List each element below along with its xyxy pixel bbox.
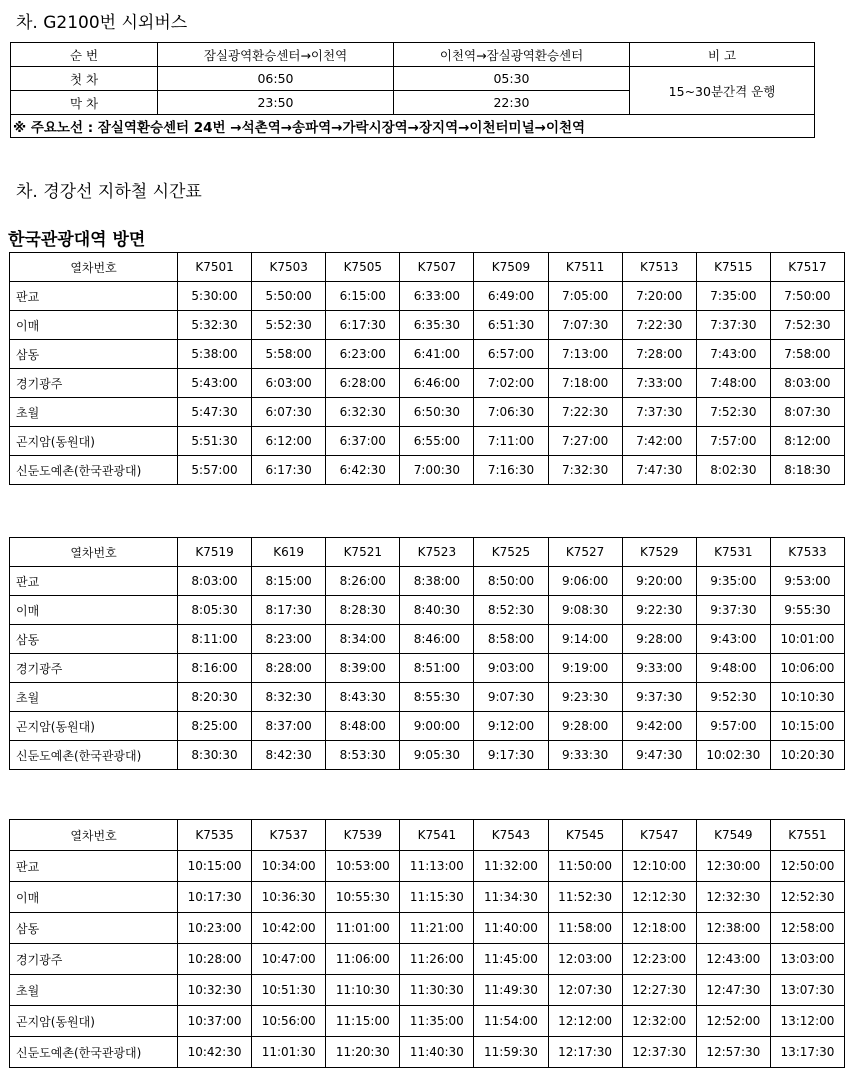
departure-time: 9:33:00 — [622, 654, 696, 683]
train-number-cell: K7537 — [252, 820, 326, 851]
train-number-cell: K7509 — [474, 253, 548, 282]
departure-time: 13:07:30 — [770, 975, 844, 1006]
departure-time: 12:37:30 — [622, 1037, 696, 1068]
subway-timetable-1 — [9, 252, 845, 485]
departure-time: 8:26:00 — [326, 567, 400, 596]
departure-time: 11:54:00 — [474, 1006, 548, 1037]
train-number-cell: K7545 — [548, 820, 622, 851]
departure-time: 6:32:30 — [326, 398, 400, 427]
departure-time: 8:53:30 — [326, 741, 400, 770]
departure-time: 5:47:30 — [178, 398, 252, 427]
departure-time: 13:12:00 — [770, 1006, 844, 1037]
departure-time: 10:42:00 — [252, 913, 326, 944]
departure-time: 5:30:00 — [178, 282, 252, 311]
departure-time: 11:52:30 — [548, 882, 622, 913]
departure-time: 6:33:00 — [400, 282, 474, 311]
departure-time: 6:49:00 — [474, 282, 548, 311]
departure-time: 9:28:00 — [548, 712, 622, 741]
departure-time: 8:03:00 — [770, 369, 844, 398]
departure-time: 7:37:30 — [696, 311, 770, 340]
departure-time: 11:45:00 — [474, 944, 548, 975]
departure-time: 11:13:00 — [400, 851, 474, 882]
station-name: 경기광주 — [10, 654, 178, 683]
departure-time: 9:52:30 — [696, 683, 770, 712]
departure-time: 6:41:00 — [400, 340, 474, 369]
departure-time: 5:38:00 — [178, 340, 252, 369]
departure-time: 8:28:30 — [326, 596, 400, 625]
header-cell: 이천역→잠실광역환승센터 — [394, 43, 630, 67]
departure-time: 10:53:00 — [326, 851, 400, 882]
departure-time: 9:22:30 — [622, 596, 696, 625]
departure-time: 7:20:00 — [622, 282, 696, 311]
departure-time: 9:12:00 — [474, 712, 548, 741]
departure-time: 7:47:30 — [622, 456, 696, 485]
departure-time: 6:35:30 — [400, 311, 474, 340]
departure-time: 10:06:00 — [770, 654, 844, 683]
departure-time: 8:02:30 — [696, 456, 770, 485]
station-row — [10, 1037, 845, 1068]
departure-time: 9:14:00 — [548, 625, 622, 654]
departure-time: 8:52:30 — [474, 596, 548, 625]
station-name: 이매 — [10, 882, 178, 913]
train-number-cell: K7531 — [696, 538, 770, 567]
remark-cell: 15~30분간격 운행 — [630, 67, 815, 115]
train-number-cell: K7513 — [622, 253, 696, 282]
subway-timetable-3 — [9, 819, 845, 1068]
departure-time: 8:17:30 — [252, 596, 326, 625]
departure-time: 6:07:30 — [252, 398, 326, 427]
departure-time: 7:28:00 — [622, 340, 696, 369]
departure-time: 7:13:00 — [548, 340, 622, 369]
departure-time: 9:17:30 — [474, 741, 548, 770]
departure-time: 9:28:00 — [622, 625, 696, 654]
station-name: 곤지암(동원대) — [10, 1006, 178, 1037]
station-name: 삼동 — [10, 913, 178, 944]
departure-time: 8:03:00 — [178, 567, 252, 596]
departure-time: 5:58:00 — [252, 340, 326, 369]
departure-time: 5:57:00 — [178, 456, 252, 485]
station-name: 판교 — [10, 851, 178, 882]
departure-time: 12:32:30 — [696, 882, 770, 913]
departure-time: 11:59:30 — [474, 1037, 548, 1068]
departure-time: 8:11:00 — [178, 625, 252, 654]
station-name: 판교 — [10, 282, 178, 311]
departure-time: 6:50:30 — [400, 398, 474, 427]
subway-timetable-2 — [9, 537, 845, 770]
station-row — [10, 340, 845, 369]
departure-time: 8:51:00 — [400, 654, 474, 683]
departure-time: 7:06:30 — [474, 398, 548, 427]
station-row — [10, 882, 845, 913]
departure-time: 10:10:30 — [770, 683, 844, 712]
departure-time: 8:15:00 — [252, 567, 326, 596]
departure-time: 12:57:30 — [696, 1037, 770, 1068]
departure-time: 10:01:00 — [770, 625, 844, 654]
train-number-row — [10, 538, 845, 567]
departure-time: 9:00:00 — [400, 712, 474, 741]
departure-time: 11:50:00 — [548, 851, 622, 882]
departure-time: 13:03:00 — [770, 944, 844, 975]
departure-time: 10:32:30 — [178, 975, 252, 1006]
station-row — [10, 654, 845, 683]
departure-time: 12:30:00 — [696, 851, 770, 882]
departure-time: 12:58:00 — [770, 913, 844, 944]
departure-time: 12:38:00 — [696, 913, 770, 944]
train-number-cell: K7535 — [178, 820, 252, 851]
departure-time: 9:43:00 — [696, 625, 770, 654]
departure-time: 11:58:00 — [548, 913, 622, 944]
time-cell: 05:30 — [394, 67, 630, 91]
station-row — [10, 851, 845, 882]
departure-time: 11:01:30 — [252, 1037, 326, 1068]
departure-time: 9:23:30 — [548, 683, 622, 712]
departure-time: 7:11:00 — [474, 427, 548, 456]
departure-time: 11:32:00 — [474, 851, 548, 882]
train-number-cell: K7505 — [326, 253, 400, 282]
departure-time: 7:33:00 — [622, 369, 696, 398]
departure-time: 7:42:00 — [622, 427, 696, 456]
departure-time: 10:36:30 — [252, 882, 326, 913]
train-number-cell: K7521 — [326, 538, 400, 567]
station-row — [10, 311, 845, 340]
station-name: 경기광주 — [10, 369, 178, 398]
station-row — [10, 456, 845, 485]
departure-time: 7:50:00 — [770, 282, 844, 311]
train-number-cell: K7501 — [178, 253, 252, 282]
departure-time: 10:15:00 — [770, 712, 844, 741]
departure-time: 6:37:00 — [326, 427, 400, 456]
departure-time: 8:39:00 — [326, 654, 400, 683]
departure-time: 10:34:00 — [252, 851, 326, 882]
station-name: 초월 — [10, 398, 178, 427]
departure-time: 8:43:30 — [326, 683, 400, 712]
header-cell: 순 번 — [11, 43, 158, 67]
departure-time: 8:55:30 — [400, 683, 474, 712]
departure-time: 10:15:00 — [178, 851, 252, 882]
departure-time: 11:15:00 — [326, 1006, 400, 1037]
station-row — [10, 913, 845, 944]
station-row — [10, 975, 845, 1006]
departure-time: 9:19:00 — [548, 654, 622, 683]
station-row — [10, 683, 845, 712]
departure-time: 12:52:00 — [696, 1006, 770, 1037]
departure-time: 7:22:30 — [548, 398, 622, 427]
train-number-cell: K7543 — [474, 820, 548, 851]
departure-time: 12:12:00 — [548, 1006, 622, 1037]
departure-time: 6:57:00 — [474, 340, 548, 369]
departure-time: 12:52:30 — [770, 882, 844, 913]
departure-time: 7:22:30 — [622, 311, 696, 340]
train-number-cell: K7549 — [696, 820, 770, 851]
route-note-row — [11, 115, 815, 138]
departure-time: 9:20:00 — [622, 567, 696, 596]
departure-time: 12:50:00 — [770, 851, 844, 882]
train-number-header: 열차번호 — [10, 820, 178, 851]
departure-time: 7:02:00 — [474, 369, 548, 398]
train-number-row — [10, 820, 845, 851]
departure-time: 8:42:30 — [252, 741, 326, 770]
departure-time: 7:32:30 — [548, 456, 622, 485]
train-number-cell: K7533 — [770, 538, 844, 567]
departure-time: 6:12:00 — [252, 427, 326, 456]
departure-time: 8:20:30 — [178, 683, 252, 712]
station-name: 삼동 — [10, 625, 178, 654]
departure-time: 9:55:30 — [770, 596, 844, 625]
departure-time: 11:40:00 — [474, 913, 548, 944]
departure-time: 7:35:00 — [696, 282, 770, 311]
departure-time: 13:17:30 — [770, 1037, 844, 1068]
header-cell: 잠실광역환승센터→이천역 — [158, 43, 394, 67]
departure-time: 8:32:30 — [252, 683, 326, 712]
train-number-cell: K7511 — [548, 253, 622, 282]
departure-time: 6:42:30 — [326, 456, 400, 485]
train-number-header: 열차번호 — [10, 538, 178, 567]
train-number-cell: K7539 — [326, 820, 400, 851]
departure-time: 10:28:00 — [178, 944, 252, 975]
departure-time: 9:08:30 — [548, 596, 622, 625]
departure-time: 11:21:00 — [400, 913, 474, 944]
train-number-cell: K619 — [252, 538, 326, 567]
station-row — [10, 625, 845, 654]
departure-time: 12:10:00 — [622, 851, 696, 882]
train-number-cell: K7547 — [622, 820, 696, 851]
departure-time: 10:37:00 — [178, 1006, 252, 1037]
train-number-cell: K7525 — [474, 538, 548, 567]
departure-time: 6:15:00 — [326, 282, 400, 311]
station-row — [10, 427, 845, 456]
departure-time: 9:37:30 — [696, 596, 770, 625]
departure-time: 10:51:30 — [252, 975, 326, 1006]
departure-time: 8:16:00 — [178, 654, 252, 683]
departure-time: 6:17:30 — [326, 311, 400, 340]
departure-time: 12:12:30 — [622, 882, 696, 913]
station-row — [10, 596, 845, 625]
station-row — [10, 398, 845, 427]
train-number-cell: K7507 — [400, 253, 474, 282]
departure-time: 11:30:30 — [400, 975, 474, 1006]
departure-time: 8:25:00 — [178, 712, 252, 741]
departure-time: 9:42:00 — [622, 712, 696, 741]
train-number-cell: K7551 — [770, 820, 844, 851]
departure-time: 11:34:30 — [474, 882, 548, 913]
departure-time: 7:48:00 — [696, 369, 770, 398]
station-name: 삼동 — [10, 340, 178, 369]
departure-time: 10:23:00 — [178, 913, 252, 944]
departure-time: 11:15:30 — [400, 882, 474, 913]
train-number-row — [10, 253, 845, 282]
departure-time: 5:52:30 — [252, 311, 326, 340]
departure-time: 12:47:30 — [696, 975, 770, 1006]
station-name: 곤지암(동원대) — [10, 712, 178, 741]
station-name: 신둔도예촌(한국관광대) — [10, 741, 178, 770]
departure-time: 7:18:00 — [548, 369, 622, 398]
departure-time: 6:03:00 — [252, 369, 326, 398]
departure-time: 10:42:30 — [178, 1037, 252, 1068]
row-label: 첫 차 — [11, 67, 158, 91]
departure-time: 7:52:30 — [696, 398, 770, 427]
first-bus-row — [11, 67, 815, 91]
departure-time: 11:10:30 — [326, 975, 400, 1006]
departure-time: 7:57:00 — [696, 427, 770, 456]
departure-time: 8:18:30 — [770, 456, 844, 485]
departure-time: 7:16:30 — [474, 456, 548, 485]
departure-time: 7:05:00 — [548, 282, 622, 311]
train-number-cell: K7519 — [178, 538, 252, 567]
departure-time: 10:02:30 — [696, 741, 770, 770]
departure-time: 11:20:30 — [326, 1037, 400, 1068]
departure-time: 12:18:00 — [622, 913, 696, 944]
station-row — [10, 944, 845, 975]
departure-time: 7:27:00 — [548, 427, 622, 456]
station-row — [10, 369, 845, 398]
departure-time: 12:17:30 — [548, 1037, 622, 1068]
departure-time: 9:33:30 — [548, 741, 622, 770]
time-cell: 23:50 — [158, 91, 394, 115]
train-number-cell: K7515 — [696, 253, 770, 282]
departure-time: 12:23:00 — [622, 944, 696, 975]
station-name: 초월 — [10, 683, 178, 712]
departure-time: 9:06:00 — [548, 567, 622, 596]
station-name: 이매 — [10, 311, 178, 340]
departure-time: 7:43:00 — [696, 340, 770, 369]
departure-time: 8:23:00 — [252, 625, 326, 654]
departure-time: 9:57:00 — [696, 712, 770, 741]
departure-time: 6:51:30 — [474, 311, 548, 340]
departure-time: 9:07:30 — [474, 683, 548, 712]
departure-time: 12:27:30 — [622, 975, 696, 1006]
station-name: 초월 — [10, 975, 178, 1006]
departure-time: 7:37:30 — [622, 398, 696, 427]
departure-time: 8:58:00 — [474, 625, 548, 654]
train-number-cell: K7541 — [400, 820, 474, 851]
station-row — [10, 567, 845, 596]
station-name: 판교 — [10, 567, 178, 596]
station-name: 이매 — [10, 596, 178, 625]
departure-time: 10:55:30 — [326, 882, 400, 913]
subway-section-heading: 차. 경강선 지하철 시간표 — [16, 182, 202, 202]
station-name: 곤지암(동원대) — [10, 427, 178, 456]
train-number-cell: K7529 — [622, 538, 696, 567]
departure-time: 9:53:00 — [770, 567, 844, 596]
departure-time: 10:56:00 — [252, 1006, 326, 1037]
station-name: 신둔도예촌(한국관광대) — [10, 456, 178, 485]
departure-time: 8:07:30 — [770, 398, 844, 427]
departure-time: 12:43:00 — [696, 944, 770, 975]
departure-time: 8:48:00 — [326, 712, 400, 741]
departure-time: 7:52:30 — [770, 311, 844, 340]
departure-time: 6:55:00 — [400, 427, 474, 456]
departure-time: 9:47:30 — [622, 741, 696, 770]
station-row — [10, 741, 845, 770]
departure-time: 6:23:00 — [326, 340, 400, 369]
bus-schedule-table — [10, 42, 815, 138]
departure-time: 12:07:30 — [548, 975, 622, 1006]
time-cell: 06:50 — [158, 67, 394, 91]
departure-time: 9:37:30 — [622, 683, 696, 712]
departure-time: 8:05:30 — [178, 596, 252, 625]
departure-time: 8:50:00 — [474, 567, 548, 596]
time-cell: 22:30 — [394, 91, 630, 115]
direction-heading: 한국관광대역 방면 — [8, 230, 146, 250]
bus-header-row — [11, 43, 815, 67]
station-row — [10, 712, 845, 741]
departure-time: 8:34:00 — [326, 625, 400, 654]
train-number-header: 열차번호 — [10, 253, 178, 282]
departure-time: 6:28:00 — [326, 369, 400, 398]
departure-time: 9:35:00 — [696, 567, 770, 596]
departure-time: 7:00:30 — [400, 456, 474, 485]
departure-time: 10:20:30 — [770, 741, 844, 770]
departure-time: 9:03:00 — [474, 654, 548, 683]
departure-time: 9:05:30 — [400, 741, 474, 770]
departure-time: 8:46:00 — [400, 625, 474, 654]
departure-time: 11:01:00 — [326, 913, 400, 944]
station-name: 경기광주 — [10, 944, 178, 975]
bus-section-heading: 차. G2100번 시외버스 — [16, 13, 188, 33]
departure-time: 10:17:30 — [178, 882, 252, 913]
departure-time: 8:28:00 — [252, 654, 326, 683]
route-note: ※ 주요노선 : 잠실역환승센터 24번 →석촌역→송파역→가락시장역→장지역→이천터미널→이천역 — [11, 115, 815, 138]
departure-time: 11:26:00 — [400, 944, 474, 975]
departure-time: 12:32:00 — [622, 1006, 696, 1037]
departure-time: 11:35:00 — [400, 1006, 474, 1037]
departure-time: 10:47:00 — [252, 944, 326, 975]
station-name: 신둔도예촌(한국관광대) — [10, 1037, 178, 1068]
row-label: 막 차 — [11, 91, 158, 115]
departure-time: 12:03:00 — [548, 944, 622, 975]
departure-time: 11:06:00 — [326, 944, 400, 975]
train-number-cell: K7517 — [770, 253, 844, 282]
departure-time: 5:43:00 — [178, 369, 252, 398]
departure-time: 11:40:30 — [400, 1037, 474, 1068]
station-row — [10, 1006, 845, 1037]
departure-time: 6:17:30 — [252, 456, 326, 485]
train-number-cell: K7523 — [400, 538, 474, 567]
departure-time: 5:50:00 — [252, 282, 326, 311]
departure-time: 8:40:30 — [400, 596, 474, 625]
departure-time: 7:58:00 — [770, 340, 844, 369]
departure-time: 9:48:00 — [696, 654, 770, 683]
departure-time: 8:12:00 — [770, 427, 844, 456]
departure-time: 5:51:30 — [178, 427, 252, 456]
departure-time: 8:38:00 — [400, 567, 474, 596]
departure-time: 8:37:00 — [252, 712, 326, 741]
departure-time: 7:07:30 — [548, 311, 622, 340]
train-number-cell: K7503 — [252, 253, 326, 282]
header-cell: 비 고 — [630, 43, 815, 67]
departure-time: 6:46:00 — [400, 369, 474, 398]
departure-time: 11:49:30 — [474, 975, 548, 1006]
train-number-cell: K7527 — [548, 538, 622, 567]
departure-time: 5:32:30 — [178, 311, 252, 340]
station-row — [10, 282, 845, 311]
departure-time: 8:30:30 — [178, 741, 252, 770]
